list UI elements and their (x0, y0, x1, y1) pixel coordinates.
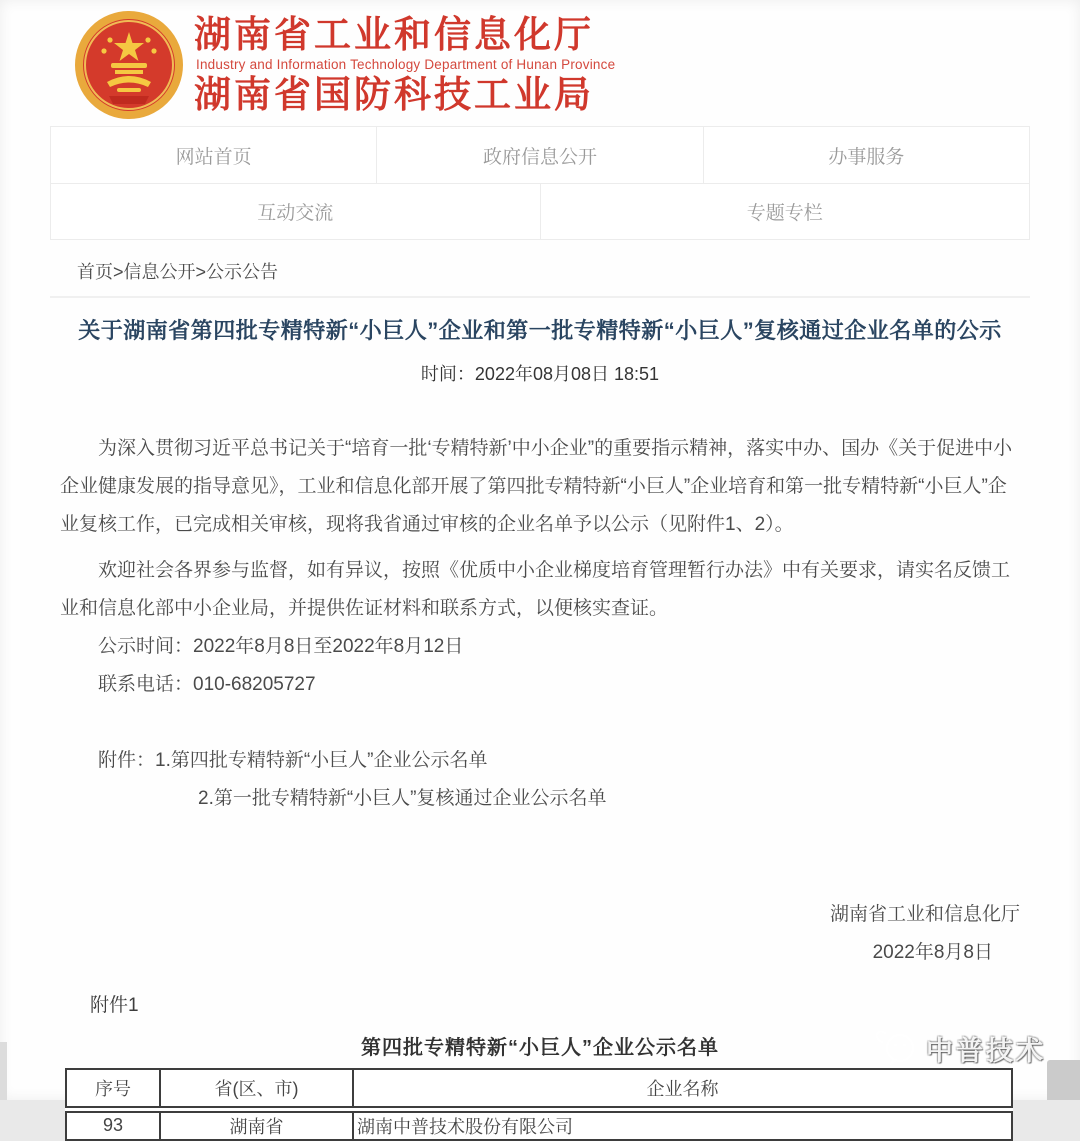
company-table (65, 1068, 1013, 1141)
nav-item-interaction[interactable]: 互动交流 (257, 203, 334, 224)
paragraph-1: 为深入贯彻习近平总书记关于“培育一批‘专精特新’中小企业”的重要指示精神，落实中办、国办《关于促进中小企业健康发展的指导意见》，工业和信息化部开展了第四批专精特新“小巨人”企业培育和第一批专精特新“小巨人”企业复核工作，已完成相关审核，现将我省通过审核的企业名单予以公示（见附件1、2）。 (60, 438, 1013, 535)
page-title: 关于湖南省第四批专精特新“小巨人”企业和第一批专精特新“小巨人”复核通过企业名单的公示 (78, 318, 1002, 343)
attachment1-label: 附件1 (90, 995, 139, 1016)
breadcrumb[interactable]: 首页>信息公开>公示公告 (50, 248, 1030, 298)
nav-item-gov-info[interactable]: 政府信息公开 (376, 127, 702, 183)
cell-company: 湖南中普技术股份有限公司 (353, 1109, 1012, 1140)
signature-org: 湖南省工业和信息化厅 (829, 904, 1020, 925)
attachments-list (60, 742, 1020, 818)
nav-item-services[interactable]: 办事服务 (703, 127, 1029, 183)
publish-time: 时间：2022年08月08日 18:51 (420, 364, 660, 384)
col-header-province: 省(区、市) (160, 1069, 353, 1109)
article-body (60, 430, 1020, 972)
nav-row-1 (51, 127, 1029, 183)
signature-block (60, 896, 1020, 972)
watermark-text: 中普技术 (926, 1035, 1046, 1066)
main-nav (50, 126, 1030, 240)
paragraph-2: 欢迎社会各界参与监督，如有异议，按照《优质中小企业梯度培育管理暂行办法》中有关要求，请实名反馈工业和信息化部中小企业局，并提供佐证材料和联系方式，以便核实查证。 (60, 560, 1011, 619)
national-emblem-logo (74, 10, 184, 120)
nav-row-2 (51, 183, 1029, 239)
contact-phone: 联系电话：010-68205727 (98, 674, 316, 695)
col-header-index: 序号 (66, 1069, 160, 1109)
scroll-corner (1047, 1060, 1080, 1100)
cell-province: 湖南省 (160, 1109, 353, 1140)
cell-index: 93 (66, 1109, 160, 1140)
table-title: 第四批专精特新“小巨人”企业公示名单 (361, 1037, 719, 1059)
attachment-item-1: 附件：1.第四批专精特新“小巨人”企业公示名单 (98, 750, 488, 771)
col-header-company: 企业名称 (353, 1069, 1012, 1109)
org-name-1: 湖南省工业和信息化厅 (194, 14, 594, 55)
org-name-2: 湖南省国防科技工业局 (194, 74, 594, 115)
table-header-row (66, 1069, 1012, 1109)
nav-item-special-topics[interactable]: 专题专栏 (540, 184, 1030, 239)
article (60, 314, 1020, 1141)
public-period: 公示时间：2022年8月8日至2022年8月12日 (98, 636, 464, 657)
site-header (0, 0, 1080, 122)
left-edge-strip (0, 1042, 7, 1100)
nav-item-home[interactable]: 网站首页 (175, 146, 252, 168)
org-name-english: Industry and Information Technology Department of Hunan Province (196, 57, 616, 72)
org-names (194, 15, 615, 115)
signature-date: 2022年8月8日 (872, 942, 993, 963)
table-row (66, 1109, 1012, 1140)
attachment-item-2: 2.第一批专精特新“小巨人”复核通过企业公示名单 (198, 788, 607, 809)
